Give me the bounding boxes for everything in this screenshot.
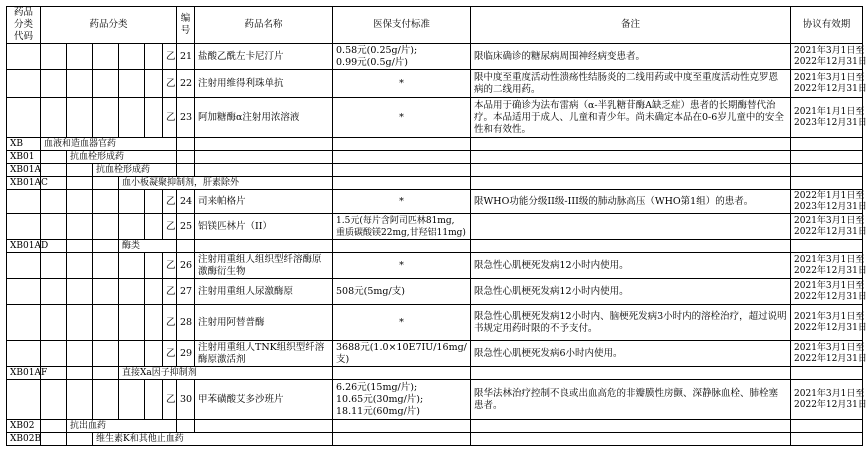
validity-cell: 2021年3月1日至 2022年12月31日: [791, 70, 863, 98]
remark-cell: 限华法林治疗控制不良或出血高危的非瓣膜性房颤、深静脉血栓、肺栓塞患者。: [471, 380, 791, 420]
name-cell: 阿加糖酶α注射用浓溶液: [195, 98, 333, 138]
no-cell: 30: [177, 380, 195, 420]
table-row: [7, 380, 863, 420]
category-row: [7, 240, 863, 253]
validity-cell: 2021年3月1日至 2022年12月31日: [791, 305, 863, 341]
category-label: 抗血栓形成药: [67, 151, 177, 164]
remark-cell: 限急性心肌梗死发病12小时内、脑梗死发病3小时内的溶栓治疗，超过说明书规定用药时限的不予支付。: [471, 305, 791, 341]
remark-cell: 限急性心肌梗死发病12小时内使用。: [471, 279, 791, 305]
header-category: 药品分类: [41, 7, 177, 44]
name-cell: 注射用阿替普酶: [195, 305, 333, 341]
level-cell: 乙: [163, 305, 177, 341]
level-cell: 乙: [163, 279, 177, 305]
level-cell: 乙: [163, 253, 177, 279]
category-label: 血液和造血器官药: [41, 138, 177, 151]
category-row: [7, 177, 863, 190]
validity-cell: 2021年3月1日至 2022年12月31日: [791, 253, 863, 279]
category-label: 直接Xa因子抑制剂: [119, 367, 333, 380]
no-cell: 24: [177, 190, 195, 214]
validity-cell: 2021年3月1日至 2022年12月31日: [791, 380, 863, 420]
validity-cell: 2022年1月1日至 2023年12月31日: [791, 190, 863, 214]
remark-cell: [471, 214, 791, 240]
category-code: XB01AD: [7, 240, 41, 253]
category-code: XB01: [7, 151, 41, 164]
standard-cell: *: [333, 305, 471, 341]
category-row: [7, 367, 863, 380]
remark-cell: 限临床确诊的糖尿病周围神经病变患者。: [471, 44, 791, 70]
name-cell: 铝镁匹林片（II）: [195, 214, 333, 240]
level-cell: 乙: [163, 44, 177, 70]
table-row: [7, 98, 863, 138]
no-cell: 26: [177, 253, 195, 279]
drug-table: [6, 6, 867, 446]
name-cell: 司来帕格片: [195, 190, 333, 214]
validity-cell: 2021年3月1日至 2022年12月31日: [791, 214, 863, 240]
category-code: XB02: [7, 420, 41, 433]
level-cell: 乙: [163, 190, 177, 214]
category-label: 酶类: [119, 240, 177, 253]
standard-cell: *: [333, 253, 471, 279]
no-cell: 22: [177, 70, 195, 98]
category-row: [7, 433, 863, 446]
validity-cell: 2021年3月1日至 2022年12月31日: [791, 279, 863, 305]
category-code: XB01AF: [7, 367, 41, 380]
category-label: 抗血栓形成药: [93, 164, 177, 177]
standard-cell: *: [333, 190, 471, 214]
validity-cell: 2021年1月1日至 2023年12月31日: [791, 98, 863, 138]
standard-cell: 0.58元(0.25g/片); 0.99元(0.5g/片): [333, 44, 471, 70]
header-name: 药品名称: [195, 7, 333, 44]
header-remark: 备注: [471, 7, 791, 44]
table-row: [7, 70, 863, 98]
validity-cell: 2021年3月1日至 2022年12月31日: [791, 44, 863, 70]
standard-cell: *: [333, 70, 471, 98]
header-standard: 医保支付标准: [333, 7, 471, 44]
category-label: 血小板凝聚抑制剂，肝素除外: [119, 177, 333, 190]
level-cell: 乙: [163, 380, 177, 420]
level-cell: 乙: [163, 214, 177, 240]
remark-cell: 限中度至重度活动性溃疡性结肠炎的二线用药或中度至重度活动性克罗恩病的二线用药。: [471, 70, 791, 98]
table-row: [7, 214, 863, 240]
no-cell: 29: [177, 341, 195, 367]
category-code: XB: [7, 138, 41, 151]
level-cell: 乙: [163, 98, 177, 138]
standard-cell: 508元(5mg/支): [333, 279, 471, 305]
table-row: [7, 44, 863, 70]
table-row: [7, 190, 863, 214]
header-validity: 协议有效期: [791, 7, 863, 44]
category-row: [7, 164, 863, 177]
no-cell: 27: [177, 279, 195, 305]
table-row: [7, 253, 863, 279]
table-row: [7, 279, 863, 305]
standard-cell: 1.5元(每片含阿司匹林81mg, 重质碳酸镁22mg,甘羟铝11mg): [333, 214, 471, 240]
remark-cell: 本品用于确诊为法布雷病（α-半乳糖苷酶A缺乏症）患者的长期酶替代治疗。本品适用于成人、儿童和青少年。尚未确定本品在0-6岁儿童中的安全性和有效性。: [471, 98, 791, 138]
no-cell: 25: [177, 214, 195, 240]
category-code: XB01AC: [7, 177, 41, 190]
header-no: 编号: [177, 7, 195, 44]
standard-cell: *: [333, 98, 471, 138]
validity-cell: 2021年3月1日至 2022年12月31日: [791, 341, 863, 367]
table-row: [7, 305, 863, 341]
name-cell: 注射用重组人组织型纤溶酶原激酶衍生物: [195, 253, 333, 279]
name-cell: 注射用维得利珠单抗: [195, 70, 333, 98]
header-code: 药品分类代码: [7, 7, 41, 44]
standard-cell: 3688元(1.0×10E7IU/16mg/支): [333, 341, 471, 367]
category-code: XB01A: [7, 164, 41, 177]
category-row: [7, 420, 863, 433]
category-label: 抗出血药: [67, 420, 177, 433]
name-cell: 甲苯磺酸艾多沙班片: [195, 380, 333, 420]
name-cell: 注射用重组人尿激酶原: [195, 279, 333, 305]
category-row: [7, 151, 863, 164]
category-row: [7, 138, 863, 151]
category-label: 维生素K和其他止血药: [93, 433, 333, 446]
remark-cell: 限急性心肌梗死发病6小时内使用。: [471, 341, 791, 367]
no-cell: 23: [177, 98, 195, 138]
name-cell: 注射用重组人TNK组织型纤溶酶原激活剂: [195, 341, 333, 367]
level-cell: 乙: [163, 70, 177, 98]
remark-cell: 限WHO功能分级II级-III级的肺动脉高压（WHO第1组）的患者。: [471, 190, 791, 214]
no-cell: 21: [177, 44, 195, 70]
level-cell: 乙: [163, 341, 177, 367]
table-row: [7, 341, 863, 367]
no-cell: 28: [177, 305, 195, 341]
remark-cell: 限急性心肌梗死发病12小时内使用。: [471, 253, 791, 279]
category-code: XB02B: [7, 433, 41, 446]
standard-cell: 6.26元(15mg/片); 10.65元(30mg/片); 18.11元(60mg/片): [333, 380, 471, 420]
name-cell: 盐酸乙酰左卡尼汀片: [195, 44, 333, 70]
